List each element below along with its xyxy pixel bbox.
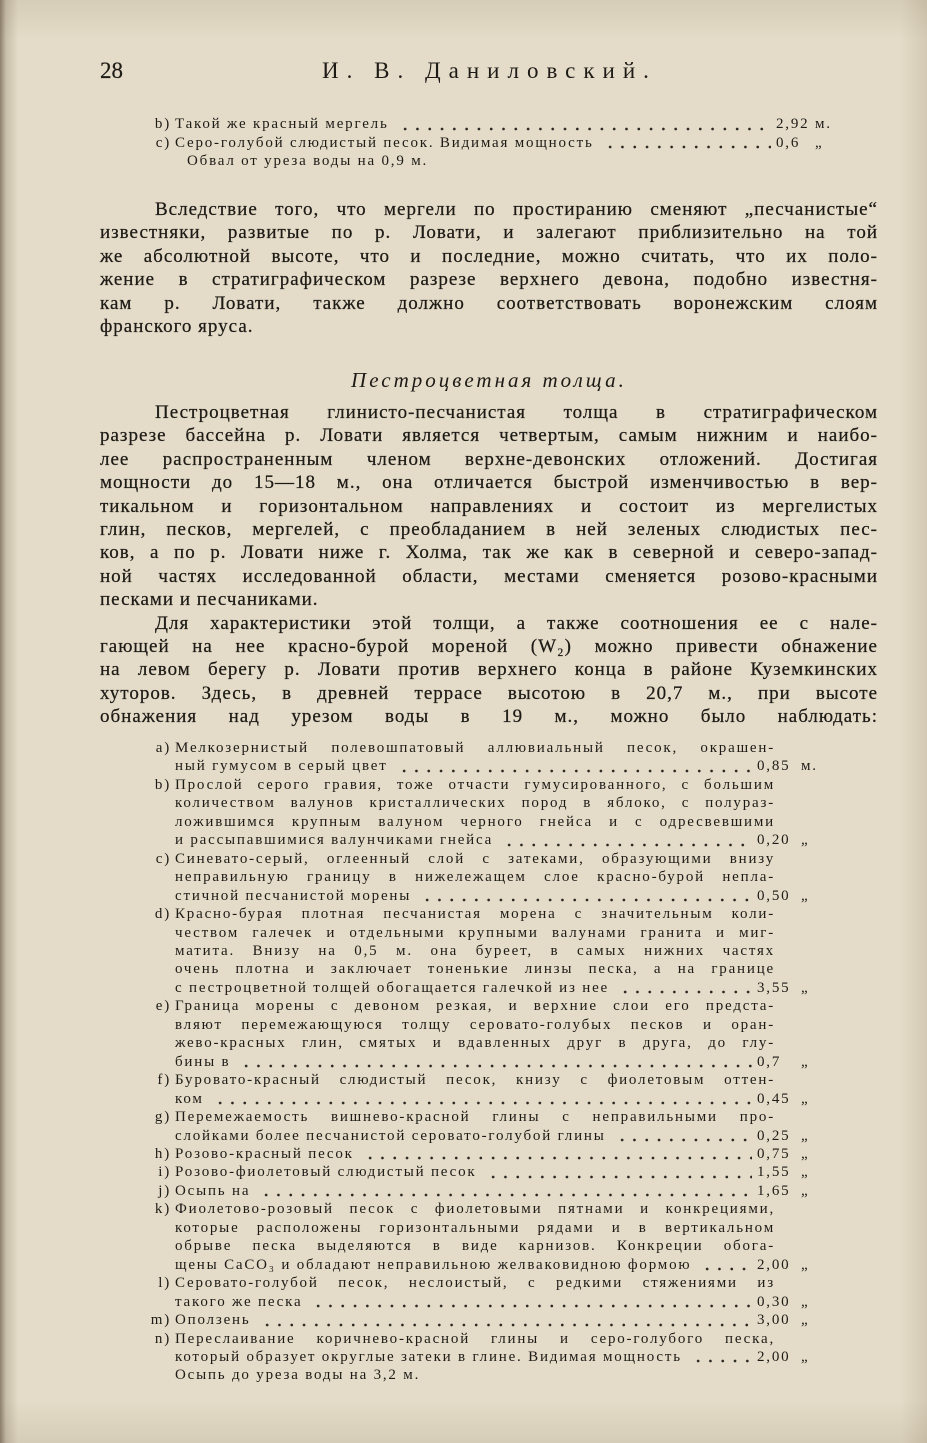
item-label: c) [155, 850, 171, 867]
dot-leader [689, 1348, 752, 1366]
thickness-value: 0,7 [757, 1053, 782, 1070]
thickness-unit: „ [801, 1164, 810, 1181]
paragraph-line: хуторов. Здесь, в древней террасе высотою в 20,7 м., при высоте [100, 682, 878, 704]
item-line: Мелкозернистый полевошпатовый аллювиальный песок, окрашен- [175, 740, 775, 756]
paragraph-line: кам р. Ловати, также должно соответствовать воронежским слоям [100, 292, 878, 314]
running-title: И. В. Даниловский. [322, 58, 657, 83]
section-list-item-l [158, 1274, 835, 1311]
item-last-line [175, 1293, 835, 1311]
item-last-line [175, 1311, 835, 1329]
item-label: i) [158, 1164, 171, 1181]
thickness-unit: „ [801, 1127, 810, 1144]
section-body [100, 401, 878, 729]
paragraph-line: гающей на нее красно-бурой мореной (W₂) можно привести обнажение [100, 636, 878, 658]
paragraph-line: на левом берегу р. Ловати против верхнего конца в районе Куземкинских [100, 659, 878, 681]
item-last-line [175, 1145, 835, 1163]
dot-leader [258, 1311, 753, 1329]
paragraph-1 [100, 198, 878, 338]
item-last-line [175, 887, 835, 905]
section-list-item-m [150, 1311, 835, 1329]
item-last-line [175, 831, 835, 849]
paragraph-line: франского яруса. [100, 316, 254, 338]
item-line: Синевато-серый, оглеенный слой с затеками, образующими внизу [175, 850, 775, 867]
item-label: d) [154, 906, 171, 923]
dot-leader [237, 1053, 752, 1071]
thickness-unit: „ [801, 887, 810, 904]
section-heading: Пестроцветная толща. [351, 368, 627, 392]
section-list-item-a [155, 739, 835, 776]
item-last-line [175, 1348, 835, 1366]
section-list-item-d [154, 905, 835, 997]
thickness-value: 1,55 [757, 1164, 791, 1181]
paragraph-line: Для характеристики этой толщи, а также соотношения ее с нале- [155, 612, 878, 634]
item-last-line [175, 1182, 835, 1200]
thickness-value: 3,00 [757, 1312, 791, 1329]
dot-leader [500, 831, 752, 849]
section-list-item-e [155, 997, 835, 1071]
item-last-line [175, 979, 835, 997]
item-text: бины в [175, 1053, 231, 1070]
item-line: которые расположены горизонтальными рядами и в вертикальном [175, 1219, 775, 1236]
item-label: n) [154, 1330, 171, 1347]
thickness-unit: „ [801, 832, 810, 849]
section-list-item-b [154, 776, 835, 850]
section-list [150, 739, 835, 1385]
item-label: j) [158, 1182, 171, 1199]
paragraph-line: же абсолютной высоте, что и последние, можно считать, что их поло- [100, 245, 878, 267]
thickness-unit: „ [801, 1312, 810, 1329]
thickness-unit: „ [801, 1293, 810, 1310]
section-list-item-c [155, 850, 835, 905]
item-text: Осыпь на [175, 1182, 251, 1199]
thickness-unit: „ [801, 1053, 810, 1070]
thickness-value: 0,85 [757, 758, 791, 775]
item-line: матита. Внизу на 0,5 м. она буреет, в самых нижних частях [175, 942, 775, 959]
item-line: вляют перемежающуюся толщу серовато-голубых песков и оран- [175, 1016, 775, 1033]
thickness-value: 2,00 [757, 1348, 791, 1365]
thickness-unit: „ [801, 1145, 810, 1162]
item-line: очень плотна и заключает тоненькие линзы песка, а на границе [175, 961, 775, 978]
item-line: неправильную границу в нижележащем слое красно-бурой непла- [175, 869, 775, 886]
item-text: ком [175, 1090, 204, 1107]
section-list-item-j [158, 1182, 835, 1200]
thickness-unit: „ [801, 979, 810, 996]
dot-leader [211, 1090, 752, 1108]
item-line: Переслаивание коричнево-красной глины и серо-голубого песка, [175, 1330, 775, 1347]
thickness-unit: „ [815, 134, 824, 151]
item-last-line [175, 115, 840, 134]
thickness-value: 0,20 [757, 832, 791, 849]
item-label: l) [158, 1275, 171, 1292]
item-label: b) [154, 116, 171, 132]
paragraph-line: песками и песчаниками. [100, 589, 319, 611]
section-list-item-k [154, 1200, 835, 1274]
paragraph-3 [100, 612, 878, 729]
section-list-item-g [154, 1108, 835, 1145]
item-line: Буровато-красный слюдистый песок, книзу с фиолетовым оттен- [175, 1072, 775, 1089]
item-last-line [175, 1163, 835, 1181]
item-last-line [175, 1256, 835, 1274]
thickness-value: 3,55 [757, 979, 791, 996]
thickness-value: 0,45 [757, 1090, 791, 1107]
top-list-item-c [155, 134, 840, 153]
item-line: Перемежаемость вишнево-красной глины с неправильными про- [175, 1109, 775, 1126]
item-line: чеством галечек и отдельными крупными валунами гранита и миг- [175, 924, 775, 941]
dot-leader [395, 757, 752, 775]
thickness-unit: „ [801, 1182, 810, 1199]
item-text: Розово-красный песок [175, 1145, 354, 1162]
item-label: a) [155, 740, 171, 756]
item-text: щены CaCO₃ и обладают неправильною желваковидною формою [175, 1256, 692, 1273]
paragraph-line: тикальном и горизонтальном направлениях и состоит из мергелистых [100, 495, 878, 517]
dot-leader [616, 979, 752, 997]
paragraph-line: разрезе бассейна р. Ловати является четвертым, самым нижним и наибо- [100, 425, 878, 447]
item-last-line [175, 1127, 835, 1145]
thickness-unit: м. [815, 116, 832, 132]
paragraph-line: ков, а по р. Ловати ниже г. Холма, так же как в северной и северо-запад- [100, 542, 878, 564]
item-text: Оползень [175, 1312, 251, 1329]
paragraph-line: ной частях исследованной области, местами сменяется розово-красными [100, 565, 878, 587]
thickness-value: 1,65 [757, 1182, 791, 1199]
item-last-line [175, 757, 835, 775]
thickness-unit: „ [801, 1256, 810, 1273]
item-text: Розово-фиолетовый слюдистый песок [175, 1164, 477, 1181]
item-label: c) [155, 134, 171, 151]
section-list-item-n [154, 1330, 835, 1367]
page-number: 28 [100, 58, 123, 83]
item-line: Серовато-голубой песок, неслоистый, с редкими стяжениями из [175, 1275, 775, 1292]
thickness-value: 0,30 [757, 1293, 791, 1310]
thickness-unit: м. [801, 758, 818, 775]
dot-leader [601, 134, 771, 153]
item-line: Прослой серого гравия, тоже отчасти гумусированного, с большим [175, 776, 775, 793]
item-line: жево-красных глин, смятых и вдавленных друг в друга, до глу- [175, 1035, 775, 1052]
paragraph-line: Пестроцветная глинисто-песчанистая толща в стратиграфическом [155, 402, 878, 423]
item-label: g) [154, 1109, 171, 1126]
item-last-line [175, 134, 840, 153]
item-text: слойками более песчанистой серовато-голубой глины [175, 1127, 606, 1144]
item-line: Фиолетово-розовый песок с фиолетовыми пятнами и конкрециями, [175, 1201, 775, 1218]
dot-leader [613, 1127, 752, 1145]
section-list-item-i [158, 1163, 835, 1181]
dot-leader [418, 887, 752, 905]
section-list-item-h [154, 1145, 835, 1163]
item-last-line [175, 1090, 835, 1108]
paragraph-line: лее распространенным членом верхне-девонских отложений. Достигая [100, 448, 878, 470]
item-line: обрыве песка выделяются в виде карнизов. Конкреции обога- [175, 1238, 775, 1255]
top-list-note: Обвал от уреза воды на 0,9 м. [187, 153, 429, 169]
item-text: Серо-голубой слюдистый песок. Видимая мощность [175, 134, 594, 151]
item-label: b) [154, 776, 171, 793]
top-list-item-b [154, 115, 840, 134]
item-label: k) [154, 1201, 171, 1218]
item-line: количеством валунов кристаллических пород в яблоко, с полураз- [175, 795, 775, 812]
item-text: с пестроцветной толщей обогащается галечкой из нее [175, 979, 609, 996]
item-label: m) [150, 1312, 171, 1329]
paragraph-line: обнажения над урезом воды в 19 м., можно было наблюдать: [100, 706, 878, 728]
item-label: f) [157, 1072, 171, 1089]
thickness-value: 0,50 [757, 887, 791, 904]
paragraph-line: глин, песков, мергелей, с преобладанием в ней зеленых слюдистых пес- [100, 519, 878, 541]
item-text: стичной песчанистой морены [175, 887, 412, 904]
thickness-unit: „ [801, 1348, 810, 1365]
thickness-value: 0,6 [776, 134, 801, 151]
paragraph-line: мощности до 15—18 м., она отличается быстрой изменчивостью в вер- [100, 472, 878, 494]
paragraph-2 [100, 401, 878, 612]
item-text: Такой же красный мергель [175, 116, 389, 132]
paragraph-line: известняки, развитые по р. Ловати, и залегают приблизительно на той [100, 222, 878, 244]
thickness-value: 0,25 [757, 1127, 791, 1144]
item-text: такого же песка [175, 1293, 303, 1310]
section-list-note: Осыпь до уреза воды на 3,2 м. [175, 1367, 421, 1384]
item-label: e) [155, 998, 171, 1015]
dot-leader [361, 1145, 752, 1163]
dot-leader [396, 115, 771, 134]
paragraph-line: жение в стратиграфическом разрезе верхнего девона, подобно известня- [100, 269, 878, 291]
item-text: ный гумусом в серый цвет [175, 758, 388, 775]
top-list [154, 115, 840, 171]
dot-leader [309, 1293, 752, 1311]
item-label: h) [154, 1145, 171, 1162]
item-text: и рассыпавшимися валунчиками гнейса [175, 832, 494, 849]
item-line: Красно-бурая плотная песчанистая морена с значительным коли- [175, 906, 775, 923]
dot-leader [484, 1163, 753, 1181]
dot-leader [257, 1182, 752, 1200]
item-text: который образует округлые затеки в глине. Видимая мощность [175, 1348, 682, 1365]
paragraph-line: Вследствие того, что мергели по простиранию сменяют „песчанистые“ [155, 199, 878, 220]
thickness-value: 2,00 [757, 1256, 791, 1273]
section-list-item-f [157, 1071, 835, 1108]
thickness-value: 2,92 [776, 116, 810, 132]
thickness-value: 0,75 [757, 1145, 791, 1162]
thickness-unit: „ [801, 1090, 810, 1107]
item-last-line [175, 1053, 835, 1071]
dot-leader [698, 1256, 752, 1274]
item-line: ложившимся крупным валуном черного гнейса и с одресвевшими [175, 813, 775, 830]
item-line: Граница морены с девоном резкая, и верхние слои его предста- [175, 998, 775, 1015]
